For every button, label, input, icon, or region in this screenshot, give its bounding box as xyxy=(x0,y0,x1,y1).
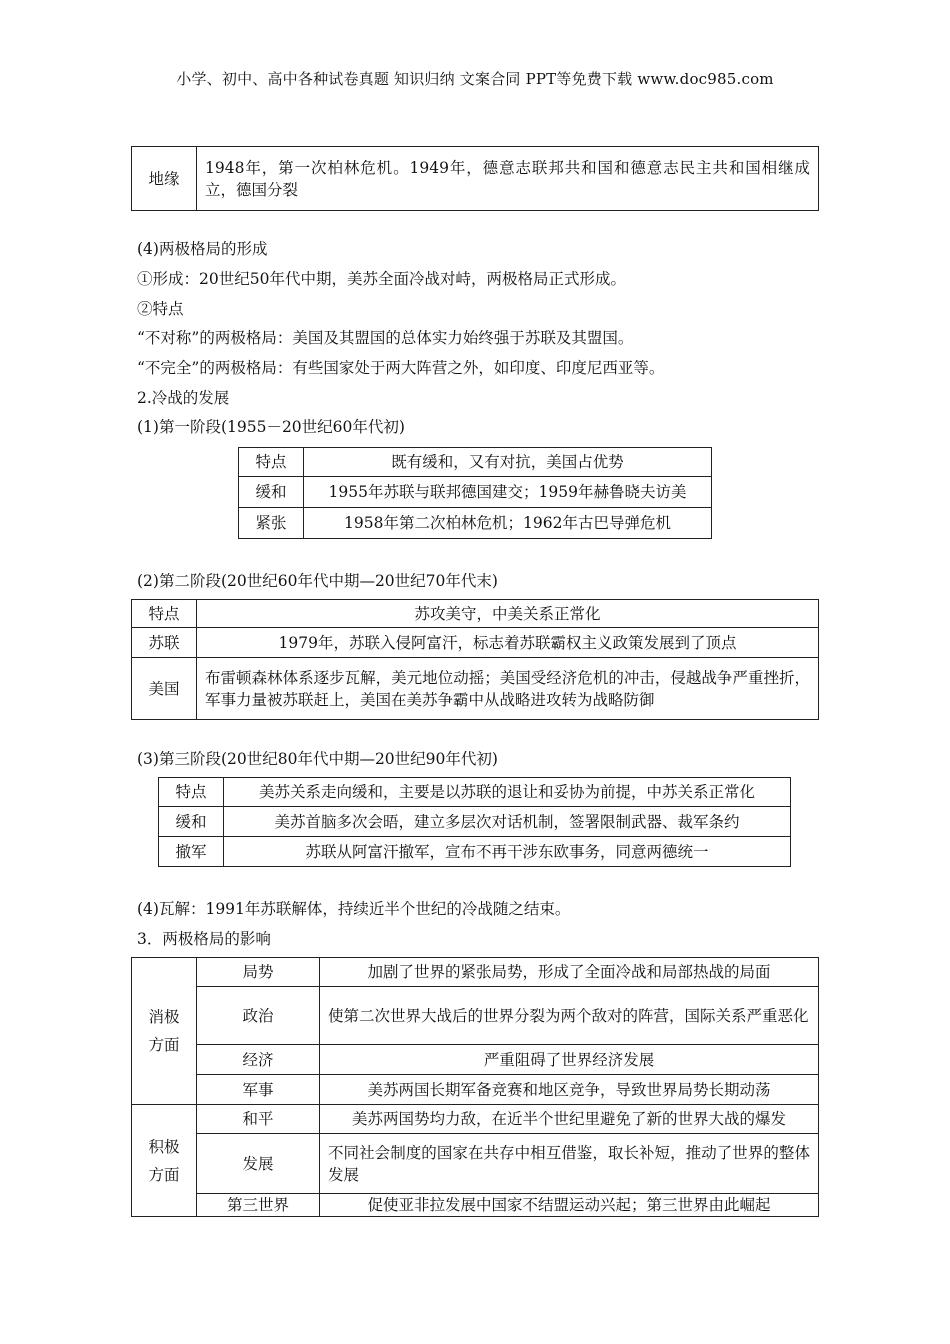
table-stage1 xyxy=(238,447,712,539)
text-line: ①形成：20世纪50年代中期，美苏全面冷战对峙，两极格局正式形成。 xyxy=(137,270,626,288)
section-title: (3)第三阶段(20世纪80年代中期—20世纪90年代初) xyxy=(137,750,498,768)
section-title: (2)第二阶段(20世纪60年代中期—20世纪70年代末) xyxy=(137,572,498,590)
table-row-label: 经济 xyxy=(197,1045,320,1075)
table-row-label: 发展 xyxy=(197,1134,320,1194)
page-header: 小学、初中、高中各种试卷真题 知识归纳 文案合同 PPT等免费下载 www.doc985.com xyxy=(176,70,774,88)
section-title: (1)第一阶段(1955－20世纪60年代初) xyxy=(137,418,405,436)
table-cell: 促使亚非拉发展中国家不结盟运动兴起；第三世界由此崛起 xyxy=(320,1194,819,1217)
table-cell: 美苏首脑多次会晤，建立多层次对话机制，签署限制武器、裁军条约 xyxy=(224,807,791,837)
table-row-label: 特点 xyxy=(239,448,304,477)
negative-aspect-label: 消极方面 xyxy=(132,958,197,1105)
table-cell: 美苏两国势均力敌，在近半个世纪里避免了新的世界大战的爆发 xyxy=(320,1105,819,1134)
text-line: “不完全”的两极格局：有些国家处于两大阵营之外，如印度、印度尼西亚等。 xyxy=(137,359,665,377)
table-row-label: 地缘 xyxy=(132,147,197,211)
table-cell: 1979年，苏联入侵阿富汗，标志着苏联霸权主义政策发展到了顶点 xyxy=(197,628,819,658)
table-cell: 苏攻美守，中美关系正常化 xyxy=(197,600,819,628)
table-row-label: 军事 xyxy=(197,1075,320,1105)
table-row-label: 紧张 xyxy=(239,508,304,539)
table-cell: 苏联从阿富汗撤军，宣布不再干涉东欧事务，同意两德统一 xyxy=(224,837,791,867)
table-stage2 xyxy=(131,599,819,720)
table-cell: 布雷顿森林体系逐步瓦解，美元地位动摇；美国受经济危机的冲击，侵越战争严重挫折，军事力量被苏联赶上，美国在美苏争霸中从战略进攻转为战略防御 xyxy=(197,658,819,720)
table-row-label: 缓和 xyxy=(239,477,304,508)
positive-aspect-label: 积极方面 xyxy=(132,1105,197,1217)
table-stage3 xyxy=(158,777,791,867)
text-line: (4)瓦解：1991年苏联解体，持续近半个世纪的冷战随之结束。 xyxy=(137,900,571,918)
section-title: (4)两极格局的形成 xyxy=(137,240,268,258)
table-row-label: 苏联 xyxy=(132,628,197,658)
table-row-label: 撤军 xyxy=(159,837,224,867)
table-row-label: 和平 xyxy=(197,1105,320,1134)
table-row-label: 美国 xyxy=(132,658,197,720)
table-cell: 1955年苏联与联邦德国建交；1959年赫鲁晓夫访美 xyxy=(304,477,712,508)
table-cell: 使第二次世界大战后的世界分裂为两个敌对的阵营，国际关系严重恶化 xyxy=(320,987,819,1045)
table-impact xyxy=(131,957,819,1217)
table-row-label: 缓和 xyxy=(159,807,224,837)
table-row-label: 政治 xyxy=(197,987,320,1045)
table-cell: 加剧了世界的紧张局势，形成了全面冷战和局部热战的局面 xyxy=(320,958,819,987)
text-line: “不对称”的两极格局：美国及其盟国的总体实力始终强于苏联及其盟国。 xyxy=(137,329,634,347)
table-cell: 严重阻碍了世界经济发展 xyxy=(320,1045,819,1075)
table-cell: 美苏关系走向缓和，主要是以苏联的退让和妥协为前提，中苏关系正常化 xyxy=(224,778,791,807)
table-row-label: 第三世界 xyxy=(197,1194,320,1217)
table-cell: 1948年，第一次柏林危机。1949年，德意志联邦共和国和德意志民主共和国相继成立，德国分裂 xyxy=(197,147,819,211)
table-row-label: 特点 xyxy=(159,778,224,807)
table-cell: 1958年第二次柏林危机；1962年古巴导弹危机 xyxy=(304,508,712,539)
table-cell: 不同社会制度的国家在共存中相互借鉴，取长补短，推动了世界的整体发展 xyxy=(320,1134,819,1194)
table-row-label: 局势 xyxy=(197,958,320,987)
section-title: 2.冷战的发展 xyxy=(137,389,230,407)
table-cell: 美苏两国长期军备竞赛和地区竞争，导致世界局势长期动荡 xyxy=(320,1075,819,1105)
section-title: 3．两极格局的影响 xyxy=(137,930,271,948)
text-line: ②特点 xyxy=(137,300,184,318)
table-row-label: 特点 xyxy=(132,600,197,628)
table-geo xyxy=(131,146,819,211)
table-cell: 既有缓和，又有对抗，美国占优势 xyxy=(304,448,712,477)
